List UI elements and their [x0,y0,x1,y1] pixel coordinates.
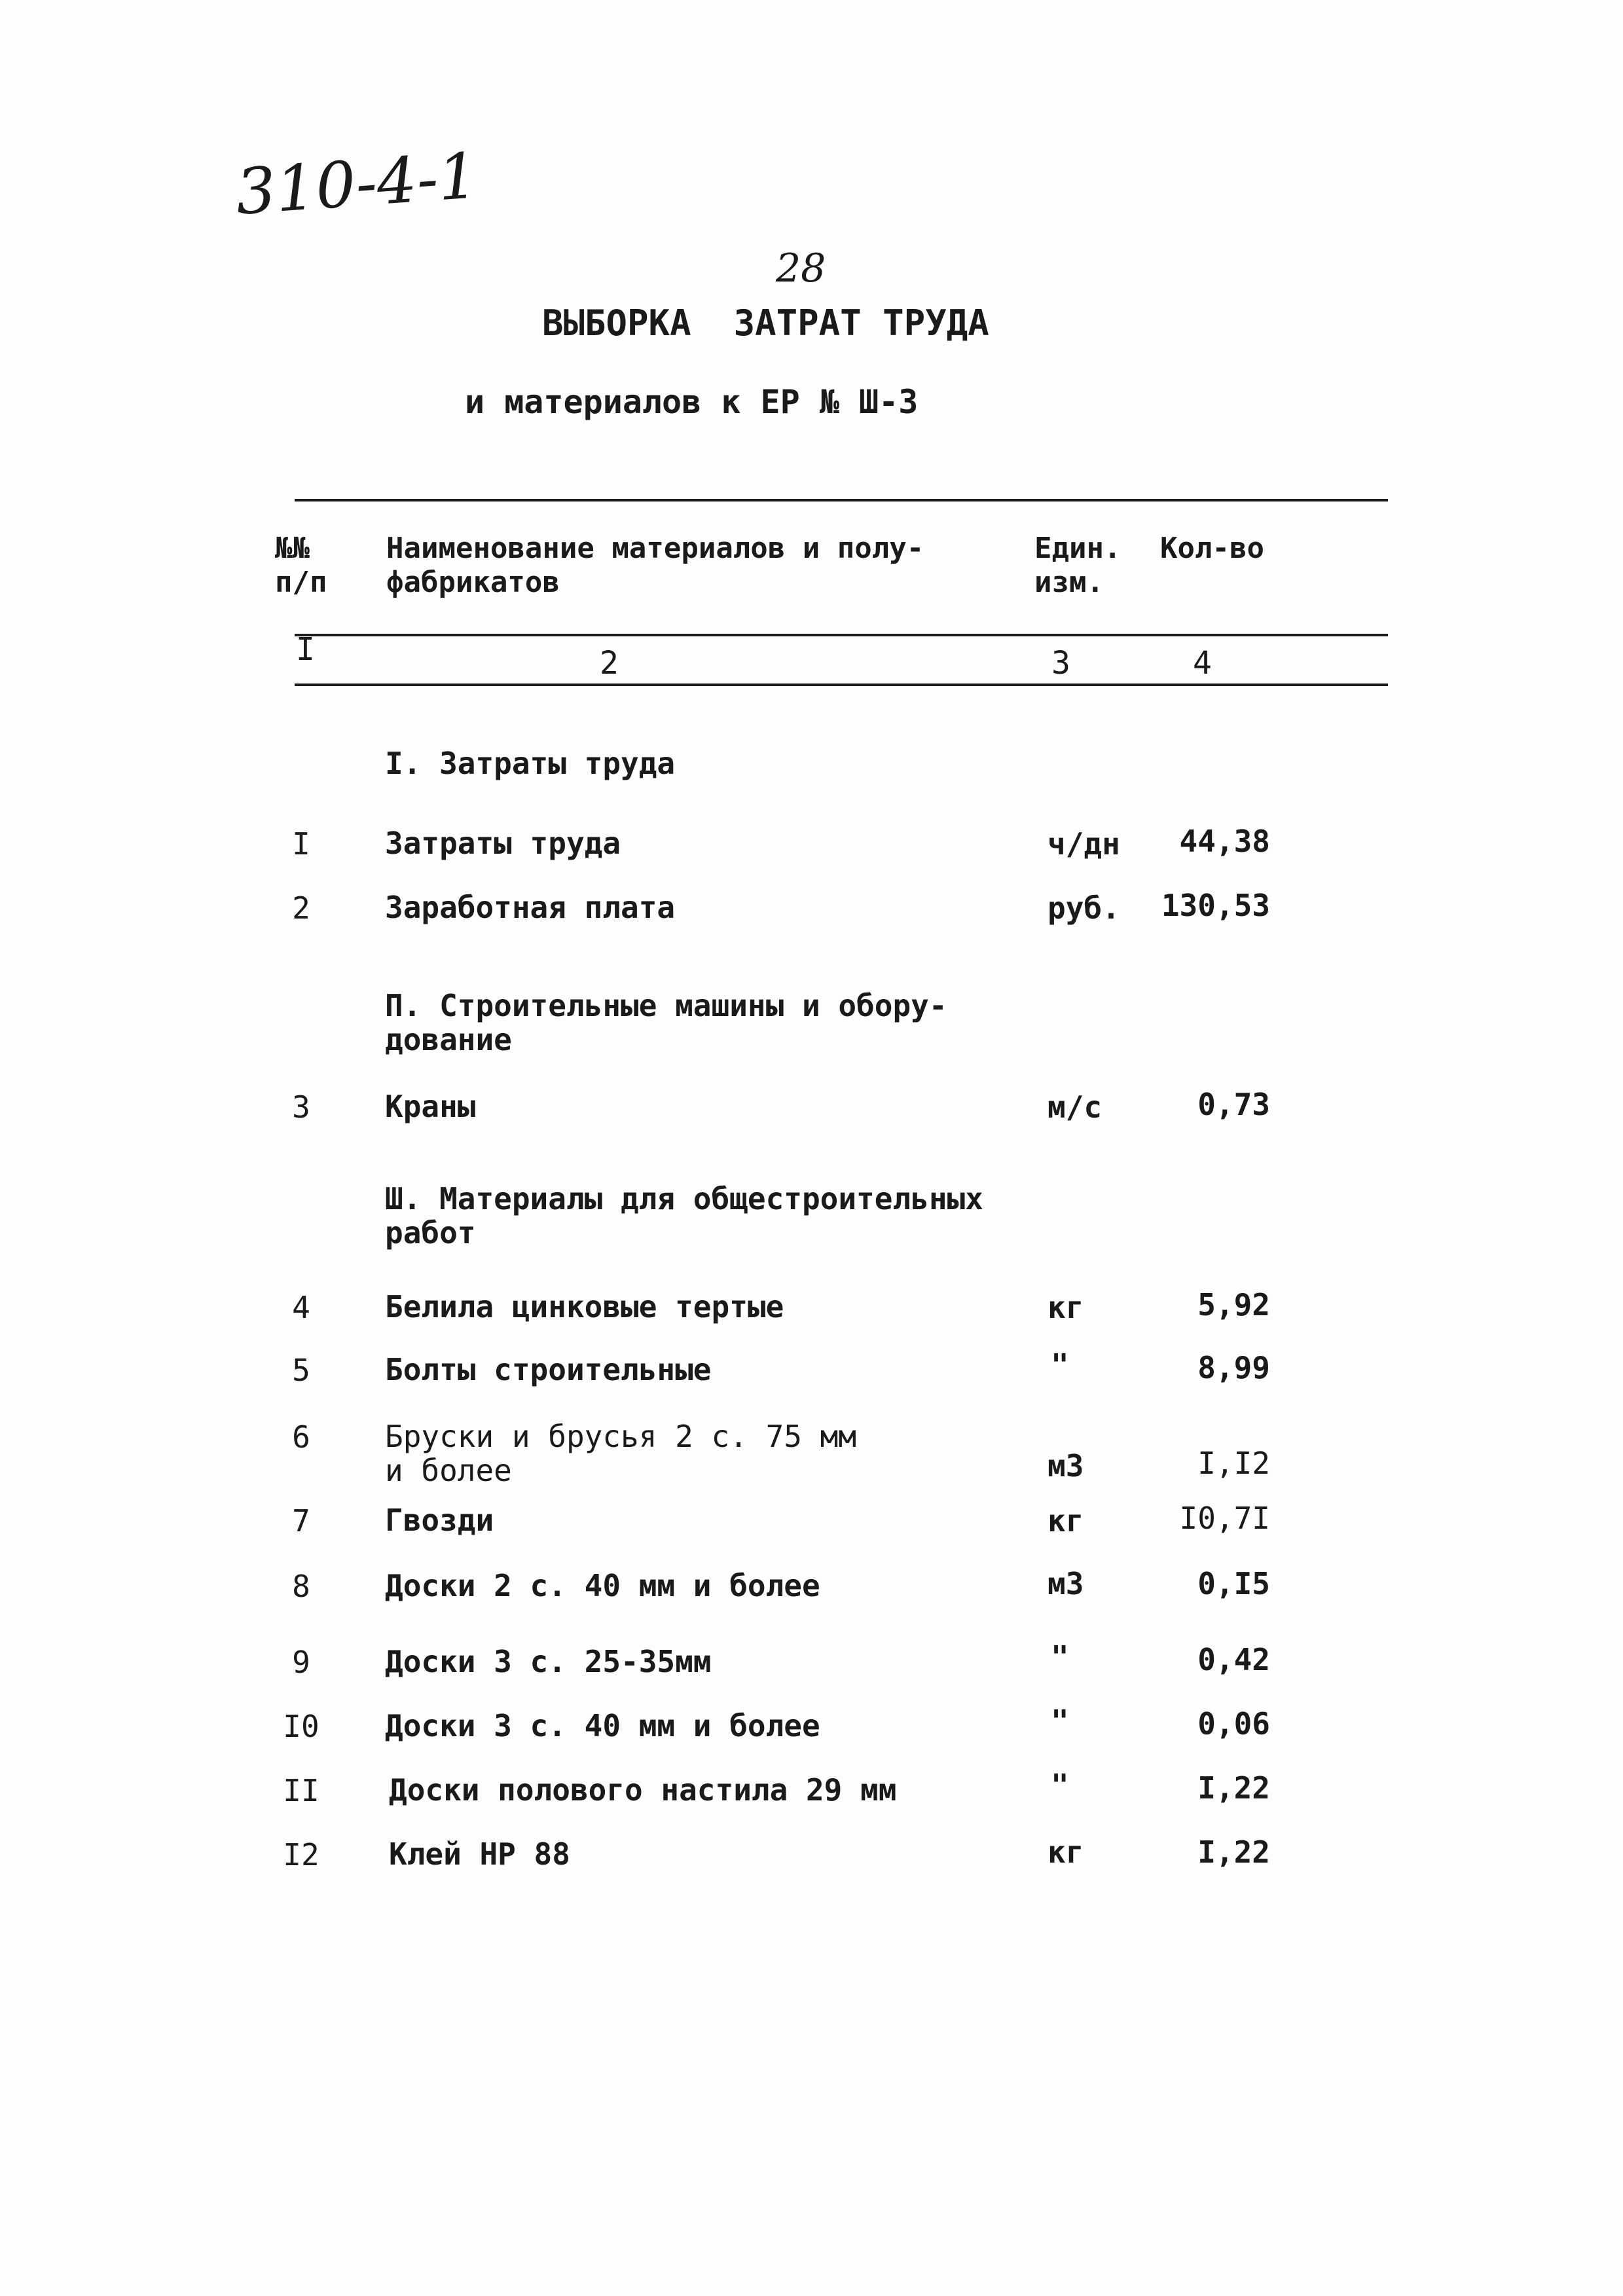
col-number-4: 4 [1193,645,1212,682]
header-unit: Един. изм. [1034,532,1122,599]
row-quantity: 0,73 [1197,1087,1270,1122]
section-heading: П. Строительные машины и обору- дование [385,988,947,1057]
header-bottom-rule [295,634,1388,636]
row-number: I2 [283,1837,319,1872]
row-number: I [292,826,310,862]
page-number: 28 [776,246,826,291]
document-subtitle: и материалов к ЕР № Ш-3 [465,383,919,421]
row-quantity: 8,99 [1197,1350,1270,1385]
col-number-3: 3 [1051,645,1070,682]
row-number: 7 [292,1503,310,1539]
row-unit: м3 [1048,1448,1084,1484]
row-name: Болты строительные [385,1352,712,1387]
row-unit: руб. [1048,890,1120,926]
row-name: Бруски и брусья 2 с. 75 мм и более [385,1419,857,1488]
row-number: 4 [292,1290,310,1325]
row-quantity: I,22 [1197,1770,1270,1806]
row-number: I0 [283,1709,319,1744]
row-number: 5 [292,1353,310,1388]
row-quantity: I,I2 [1197,1446,1270,1481]
row-unit: " [1051,1347,1069,1383]
header-no: №№ п/п [275,532,327,599]
row-name: Краны [385,1089,476,1124]
col-number-1: I [296,631,315,668]
row-quantity: 44,38 [1179,824,1270,859]
row-unit: кг [1048,1503,1084,1539]
row-name: Доски 3 с. 40 мм и более [385,1708,820,1743]
header-name: Наименование материалов и полу- фабрикатов [386,532,924,599]
row-quantity: 0,42 [1197,1642,1270,1677]
row-number: II [283,1773,319,1808]
row-number: 2 [292,890,310,926]
row-name: Затраты труда [385,826,621,861]
row-number: 6 [292,1419,310,1455]
row-unit: " [1051,1704,1069,1739]
table-top-rule [295,499,1388,501]
row-quantity: 0,06 [1197,1706,1270,1741]
row-name: Заработная плата [385,890,676,925]
row-unit: " [1051,1768,1069,1803]
row-number: 3 [292,1089,310,1125]
section-heading: I. Затраты труда [385,746,676,781]
col-number-rule [295,683,1388,686]
col-number-2: 2 [600,645,619,682]
document-title: ВЫБОРКА ЗАТРАТ ТРУДА [542,302,989,344]
document-code: 310-4-1 [233,139,481,229]
row-unit: " [1051,1639,1069,1675]
row-unit: кг [1048,1290,1084,1325]
row-quantity: 130,53 [1161,888,1270,923]
row-quantity: I,22 [1197,1834,1270,1870]
row-quantity: I0,7I [1179,1501,1270,1536]
row-quantity: 0,I5 [1197,1566,1270,1601]
row-unit: ч/дн [1048,826,1120,862]
row-name: Доски 2 с. 40 мм и более [385,1568,820,1603]
row-name: Гвозди [385,1503,494,1538]
row-name: Клей НР 88 [389,1836,570,1872]
row-unit: кг [1048,1834,1084,1870]
row-quantity: 5,92 [1197,1287,1270,1322]
row-unit: м/с [1048,1089,1103,1125]
row-name: Доски 3 с. 25-35мм [385,1644,712,1679]
row-number: 8 [292,1569,310,1604]
row-name: Доски полового настила 29 мм [389,1772,897,1808]
row-unit: м3 [1048,1566,1084,1601]
row-name: Белила цинковые тертые [385,1289,784,1324]
row-number: 9 [292,1645,310,1680]
section-heading: Ш. Материалы для общестроительных работ [385,1181,983,1250]
header-qty: Кол-во [1160,532,1264,565]
